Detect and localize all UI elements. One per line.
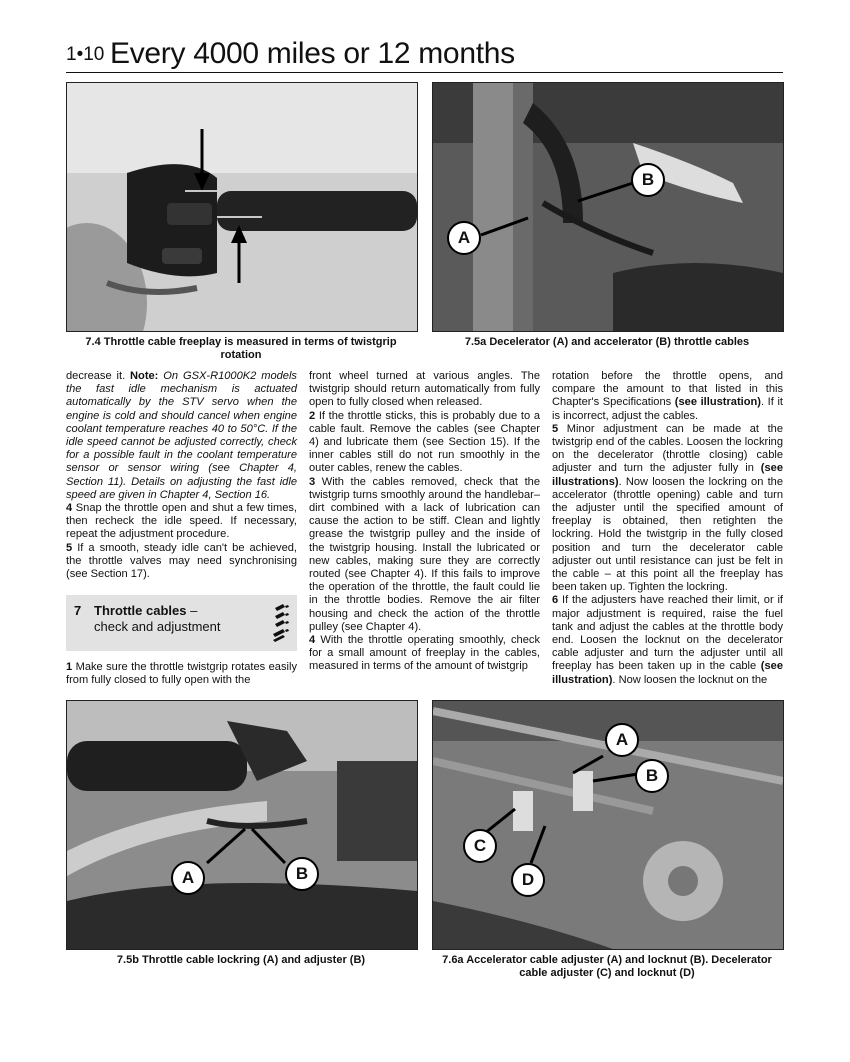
step-number: 4 [66,502,73,515]
step-text: . Now loosen the locknut on the [612,673,768,686]
illustration-ref: (see illustration) [674,396,761,409]
step-text: . If it is incorrect, adjust the cables. [552,396,783,422]
paragraph-step-4 [66,502,297,542]
callout-a: A [171,861,205,895]
step-number: 3 [309,475,316,488]
section-title [94,604,197,617]
step-number: 2 [309,409,316,422]
step-text: If the throttle sticks, this is probably due to a cable fault. Remove the cables (see Chapter 4) and lubricate them (see Section 15). If the inner cables still do not run smoothly in the outer cables, renew the cables. [309,409,540,475]
paragraph-note [66,370,297,502]
photo-twistgrip-freeplay [66,82,418,332]
page-title: Every 4000 miles or 12 months [110,37,515,70]
photo-accelerator-decelerator-adjusters [432,700,784,950]
paragraph-step-3 [309,476,540,634]
step-text: With the cables removed, check that the twistgrip turns smoothly around the handlebar– dirt combined with a lack of lubrication can cause the action to be stiff. Clean and lightly grease the twistgrip pulley and the inside of the twistgrip housing. Install the lubricated or new cables, making sure they are correctly routed (see Chapter 4). If this fails to improve the operation of the throttle, the fault could lie in the throttle bodies. Remove the air filter housing and check the action of the throttle pulley (see Chapter 4). [309,475,540,633]
step-number: 4 [309,634,316,647]
section-number: 7 [74,603,82,619]
paragraph-step-5 [552,423,783,595]
step-number: 1 [66,661,73,674]
section-heading-box [66,595,297,651]
section-title-dash: – [186,603,198,619]
note-label: Note: [130,370,159,382]
step-text: With the throttle operating smoothly, check for a small amount of freeplay in the cables, measured in terms of the amount of twistgrip [309,634,540,673]
step-text: rotation before the throttle opens, and compare the amount to that listed in this Chapter's Specifications [552,370,783,409]
text-column-3 [552,370,783,687]
callout-a: A [605,723,639,757]
step-text: Minor adjustment can be made at the twistgrip end of the cables. Loosen the lockring on the decelerator (throttle closing) cable adjuster and turn the adjuster fully in [552,422,783,475]
callout-b: B [285,857,319,891]
callout-d: D [511,863,545,897]
step-number: 5 [552,422,559,435]
text-decrease: decrease it. [66,370,131,382]
step-text: If the adjusters have reached their limit, or if major adjustment is required, raise the fuel tank and adjust the cables at the throttle body end. Loosen the locknut on the decelerator cable adjuster and turn the adjuster until all freeplay has been taken up in the cable [552,594,783,673]
callout-b: B [631,163,665,197]
step-number: 5 [66,541,73,554]
section-title-bold: Throttle cables [94,603,187,619]
step-number: 6 [552,594,559,607]
section-subtitle: check and adjustment [94,619,221,635]
step-text: front wheel turned at various angles. The twistgrip should return automatically from fully open to fully closed when released. [309,370,540,409]
text-column-2 [309,370,540,674]
step-text: Make sure the throttle twistgrip rotates easily from fully closed to fully open with the [66,661,297,687]
step-text: Snap the throttle open and shut a few times, then recheck the idle speed. If necessary, repeat the adjustment procedure. [66,502,297,541]
callout-b: B [635,759,669,793]
photo-cable-lockring-adjuster [66,700,418,950]
paragraph-step-2 [309,410,540,476]
step-text: . Now loosen the lockring on the accelerator (throttle opening) cable and turn the adjuster until the specified amount of freeplay is obtained, then retighten the lockring. Hold the twistgrip in the fully closed position and turn the decelerator cable adjuster out until resistance can just be felt in the cable – at this point all the freeplay has been taken up. Tighten the lockring. [552,475,783,594]
caption-7-5a: 7.5a Decelerator (A) and accelerator (B) throttle cables [464,336,750,348]
page-header [66,36,783,73]
text-column-1 [66,370,297,688]
caption-7-5b: 7.5b Throttle cable lockring (A) and adjuster (B) [116,954,366,966]
difficulty-spanner-icon [271,602,291,642]
paragraph-continued [552,370,783,423]
caption-7-4: 7.4 Throttle cable freeplay is measured in terms of twistgrip rotation [85,336,397,361]
photo-decelerator-accelerator-cables [432,82,784,332]
caption-7-6a: 7.6a Accelerator cable adjuster (A) and locknut (B). Decelerator cable adjuster (C) and locknut (D) [442,954,772,979]
paragraph-continued [309,370,540,410]
callout-a: A [447,221,481,255]
paragraph-step-6 [552,594,783,686]
page-number: 1•10 [66,44,105,65]
paragraph-step-5 [66,542,297,582]
illustration-ref: (see illustrations) [552,462,783,488]
callout-c: C [463,829,497,863]
illustration-ref: (see illustration) [552,660,783,686]
note-text: On GSX-R1000K2 models the fast idle mechanism is actuated automatically by the STV servo when the engine is cold and should cancel when engine coolant temperature reaches 40 to 50°C. If the idle speed cannot be adjusted correctly, check for a possible fault in the coolant temperature sensor or sensor wiring (see Chapter 4, Section 11). Details on adjusting the fast idle speed are given in Chapter 4, Section 16. [66,370,297,501]
paragraph-step-4 [309,634,540,674]
step-text: If a smooth, steady idle can't be achieved, the throttle valves may need synchronising (see Section 17). [66,541,297,581]
paragraph-step-1 [66,661,297,687]
